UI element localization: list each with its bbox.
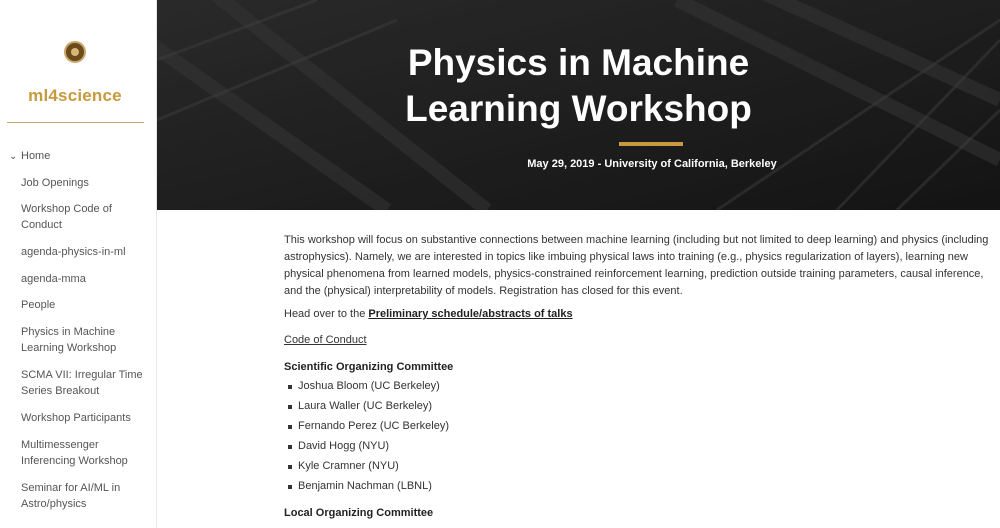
schedule-link[interactable]: Preliminary schedule/abstracts of talks [368, 308, 573, 320]
scientific-committee-list [284, 378, 449, 498]
sidebar-item-physics-ml-workshop[interactable]: Physics in Machine Learning Workshop [21, 326, 117, 354]
code-of-conduct-link[interactable]: Code of Conduct [284, 334, 367, 346]
list-item: Laura Waller (UC Berkeley) [284, 398, 449, 418]
schedule-prefix-text: Head over to the [284, 308, 369, 320]
list-item: Kyle Cramner (NYU) [284, 458, 449, 478]
title-accent-rule [619, 142, 683, 146]
sidebar [0, 0, 157, 528]
list-item: David Hogg (NYU) [284, 438, 449, 458]
sidebar-item-multimessenger[interactable]: Multimessenger Inferencing Workshop [21, 439, 128, 467]
list-item: Fernando Perez (UC Berkeley) [284, 418, 449, 438]
sidebar-item-agenda-physics[interactable]: agenda-physics-in-ml [21, 246, 126, 258]
hero-banner [157, 0, 1000, 210]
list-item: Benjamin Nachman (LBNL) [284, 478, 449, 498]
sidebar-item-workshop-participants[interactable]: Workshop Participants [21, 412, 131, 424]
local-committee-heading: Local Organizing Committee [284, 507, 434, 519]
sidebar-item-job-openings[interactable]: Job Openings [21, 177, 89, 189]
list-item: Joshua Bloom (UC Berkeley) [284, 378, 449, 398]
event-date-location: May 29, 2019 - University of California, Berkeley [527, 158, 777, 170]
sidebar-item-home[interactable] [9, 148, 134, 165]
sidebar-divider [7, 122, 144, 123]
university-seal-icon[interactable] [64, 41, 86, 63]
page-title [157, 40, 1000, 132]
sidebar-item-seminar[interactable]: Seminar for AI/ML in Astro/physics [21, 482, 121, 510]
sidebar-item-scma-vii[interactable]: SCMA VII: Irregular Time Series Breakout [21, 369, 143, 397]
site-name[interactable]: ml4science [28, 86, 122, 105]
intro-paragraph: This workshop will focus on substantive connections between machine learning (including but not limited to deep learning) and physics (including astrophysics). Namely, we are interested in topics like imbuing physical laws into training (e.g., physics regularization of layers), learning new physical phenomena from learned models, physics-constrained reinforcement learning, prediction outside training parameters, causal inference, and the (physical) interpretability of models. Registration has closed for this event. [284, 234, 989, 297]
sidebar-item-agenda-mma[interactable]: agenda-mma [21, 273, 86, 285]
sidebar-item-people[interactable]: People [21, 299, 56, 311]
chevron-down-icon: ⌄ [9, 151, 18, 162]
schedule-paragraph [284, 306, 573, 323]
code-of-conduct-paragraph [284, 332, 367, 349]
page-title-line-1: Physics in Machine [407, 42, 750, 83]
sidebar-item-label: Home [21, 150, 51, 162]
sidebar-item-code-of-conduct[interactable]: Workshop Code of Conduct [21, 203, 112, 231]
page-title-line-2: Learning Workshop [405, 88, 752, 129]
scientific-committee-heading: Scientific Organizing Committee [284, 361, 454, 373]
